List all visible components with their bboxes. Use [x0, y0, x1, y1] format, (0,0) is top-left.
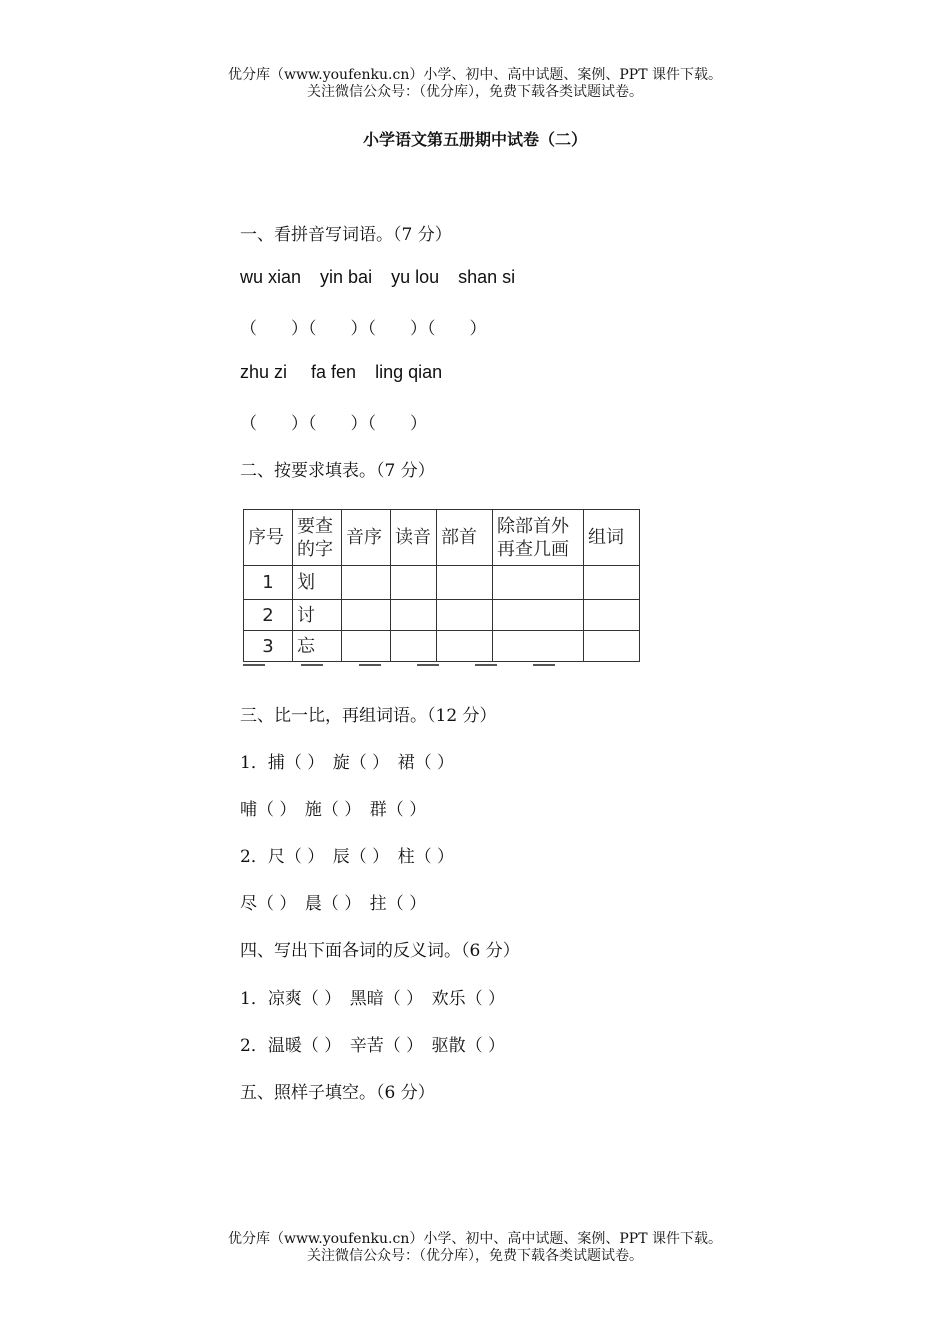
section-1-heading: 一、看拼音写词语。（7 分） [240, 225, 452, 245]
answer-cell[interactable] [342, 566, 391, 600]
antonym-line: 1．凉爽（ ） 黑暗（ ） 欢乐（ ） [240, 989, 506, 1009]
header-line-2: 关注微信公众号：（优分库），免费下载各类试题试卷。 [307, 84, 643, 100]
answer-cell[interactable] [342, 631, 391, 662]
pinyin-item: wu xian [240, 267, 302, 287]
answer-cell[interactable] [437, 566, 493, 600]
answer-cell[interactable] [493, 566, 584, 600]
footer-line-2: 关注微信公众号：（优分库），免费下载各类试题试卷。 [307, 1248, 643, 1264]
header-line-1: 优分库（www.youfenku.cn）小学、初中、高中试题、案例、PPT 课件下载。 [227, 67, 722, 83]
footer-line-1: 优分库（www.youfenku.cn）小学、初中、高中试题、案例、PPT 课件下载。 [227, 1231, 722, 1247]
table-header-cell: 组词 [584, 510, 640, 566]
table-row [244, 631, 640, 662]
pinyin-item: shan si [458, 267, 516, 287]
lookup-character: 忘 [293, 631, 342, 662]
cropped-text-remnant [243, 661, 643, 667]
pinyin-item: ling qian [375, 362, 443, 382]
antonym-line: 2．温暖（ ） 辛苦（ ） 驱散（ ） [240, 1036, 506, 1056]
row-number: 3 [244, 631, 293, 662]
section-4-heading: 四、写出下面各词的反义词。（6 分） [240, 941, 520, 961]
pinyin-item: fa fen [311, 362, 357, 382]
table-row [244, 600, 640, 631]
answer-cell[interactable] [584, 631, 640, 662]
table-row [244, 566, 640, 600]
row-number: 2 [244, 600, 293, 631]
table-header-cell: 序号 [244, 510, 293, 566]
compare-line: 尽（ ） 晨（ ） 拄（ ） [240, 894, 427, 914]
table-header-row [244, 510, 640, 566]
pinyin-item: yin bai [320, 267, 373, 287]
answer-cell[interactable] [391, 566, 437, 600]
answer-blanks-row-2: （ ）（ ）（ ） [240, 414, 427, 434]
compare-line: 哺（ ） 施（ ） 群（ ） [240, 800, 427, 820]
section-5-heading: 五、照样子填空。（6 分） [240, 1083, 435, 1103]
pinyin-row-2 [240, 362, 442, 383]
lookup-table [243, 509, 640, 662]
row-number: 1 [244, 566, 293, 600]
page-header [0, 67, 950, 101]
answer-cell[interactable] [493, 600, 584, 631]
pinyin-item: yu lou [391, 267, 440, 287]
table-header-cell: 部首 [437, 510, 493, 566]
answer-cell[interactable] [437, 631, 493, 662]
compare-line: 2．尺（ ） 辰（ ） 柱（ ） [240, 847, 455, 867]
answer-blanks-row-1: （ ）（ ）（ ）（ ） [240, 319, 487, 339]
answer-cell[interactable] [493, 631, 584, 662]
section-3-heading: 三、比一比，再组词语。（12 分） [240, 706, 497, 726]
table-header-cell: 要查 的字 [293, 510, 342, 566]
table-header-cell: 音序 [342, 510, 391, 566]
answer-cell[interactable] [437, 600, 493, 631]
table-header-cell: 除部首外 再查几画 [493, 510, 584, 566]
answer-cell[interactable] [342, 600, 391, 631]
pinyin-row-1 [240, 267, 515, 288]
compare-line: 1．捕（ ） 旋（ ） 裙（ ） [240, 753, 455, 773]
page-title: 小学语文第五册期中试卷（二） [362, 130, 587, 149]
answer-cell[interactable] [584, 566, 640, 600]
table-header-cell: 读音 [391, 510, 437, 566]
lookup-character: 划 [293, 566, 342, 600]
answer-cell[interactable] [391, 600, 437, 631]
pinyin-item: zhu zi [240, 362, 288, 382]
section-2-heading: 二、按要求填表。（7 分） [240, 461, 435, 481]
page-footer [0, 1231, 950, 1265]
lookup-character: 讨 [293, 600, 342, 631]
answer-cell[interactable] [391, 631, 437, 662]
answer-cell[interactable] [584, 600, 640, 631]
